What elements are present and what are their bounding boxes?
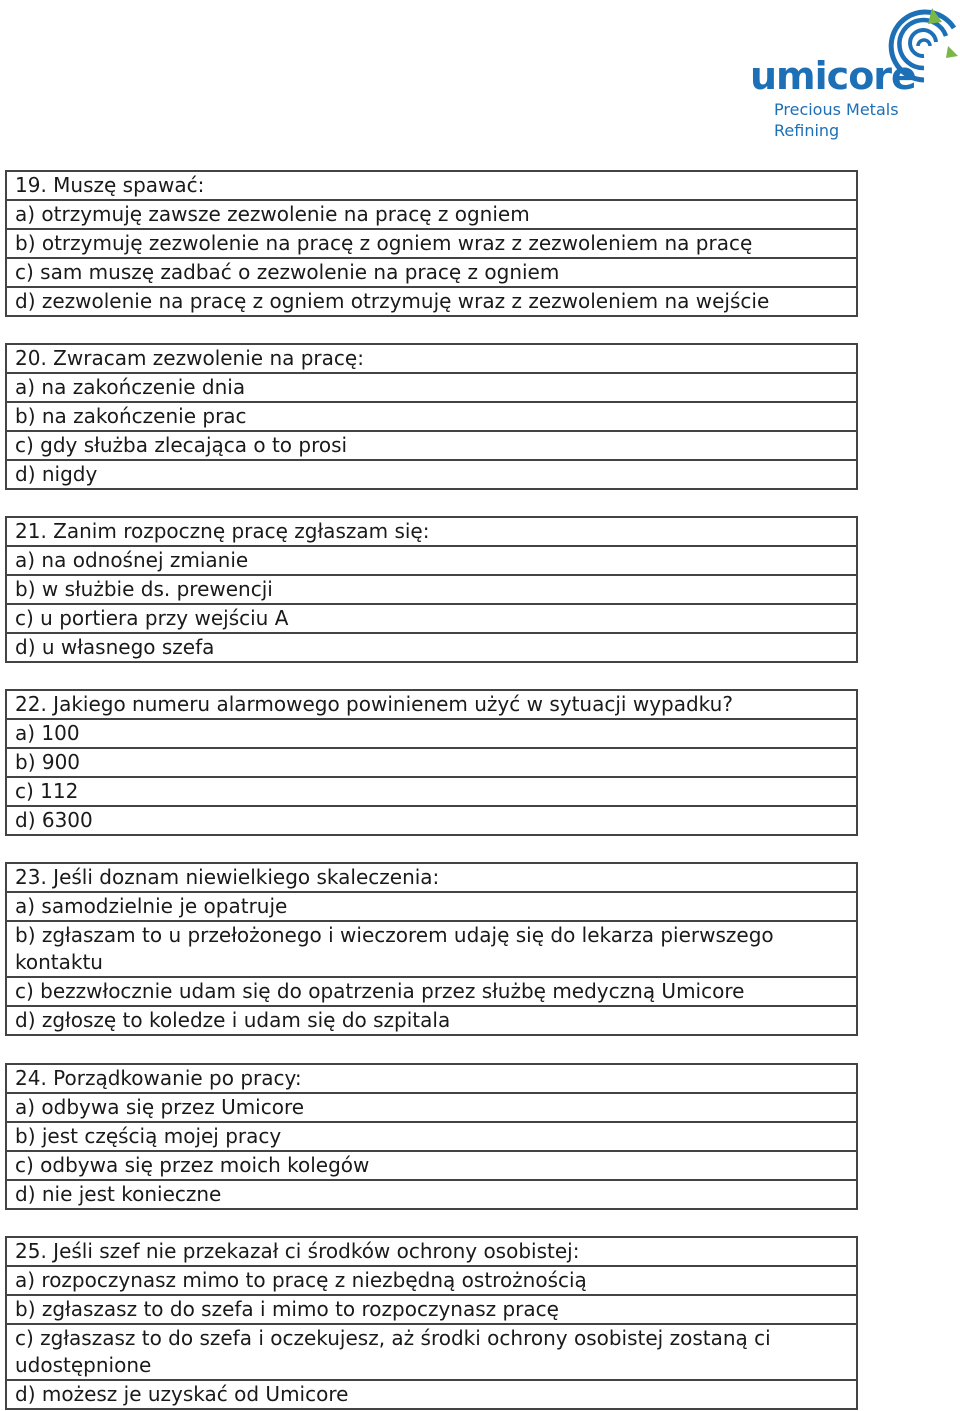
logo-brand-text: umicore [750,54,916,98]
answer-d: d) zezwolenie na pracę z ogniem otrzymuję wraz z zezwoleniem na wejście [6,287,857,316]
answer-c: c) gdy służba zlecająca o to prosi [6,431,857,460]
question-title: 21. Zanim rozpocznę pracę zgłaszam się: [6,517,857,546]
answer-c: c) u portiera przy wejściu A [6,604,857,633]
answer-d: d) 6300 [6,806,857,835]
answer-a: a) na odnośnej zmianie [6,546,857,575]
answer-a: a) samodzielnie je opatruje [6,892,857,921]
question-title: 19. Muszę spawać: [6,171,857,200]
answer-a: a) odbywa się przez Umicore [6,1093,857,1122]
answer-d: d) nie jest konieczne [6,1180,857,1209]
question-title: 23. Jeśli doznam niewielkiego skaleczenia: [6,863,857,892]
answer-a: a) rozpoczynasz mimo to pracę z niezbędną ostrożnością [6,1266,857,1295]
question-20-table [5,343,858,490]
answer-b: b) otrzymuję zezwolenie na pracę z ogniem wraz z zezwoleniem na pracę [6,229,857,258]
question-21-table [5,516,858,663]
answer-d: d) u własnego szefa [6,633,857,662]
answer-d: d) zgłoszę to koledze i udam się do szpitala [6,1006,857,1035]
answer-c: c) zgłaszasz to do szefa i oczekujesz, aż środki ochrony osobistej zostaną ci udostępnione [6,1324,857,1380]
answer-b: b) na zakończenie prac [6,402,857,431]
answer-b: b) zgłaszasz to do szefa i mimo to rozpoczynasz pracę [6,1295,857,1324]
question-title: 24. Porządkowanie po pracy: [6,1064,857,1093]
question-19-table [5,170,858,317]
question-title: 22. Jakiego numeru alarmowego powinienem użyć w sytuacji wypadku? [6,690,857,719]
answer-d: d) nigdy [6,460,857,489]
answer-c: c) sam muszę zadbać o zezwolenie na pracę z ogniem [6,258,857,287]
question-24-table [5,1063,858,1210]
answer-a: a) 100 [6,719,857,748]
answer-b: b) jest częścią mojej pracy [6,1122,857,1151]
answer-c: c) 112 [6,777,857,806]
logo-subtitle-line2: Refining [774,121,840,140]
umicore-logo [748,4,960,144]
question-22-table [5,689,858,836]
answer-d: d) możesz je uzyskać od Umicore [6,1380,857,1409]
answer-a: a) na zakończenie dnia [6,373,857,402]
answer-c: c) bezzwłocznie udam się do opatrzenia przez służbę medyczną Umicore [6,977,857,1006]
question-23-table [5,862,858,1036]
answer-c: c) odbywa się przez moich kolegów [6,1151,857,1180]
answer-a: a) otrzymuję zawsze zezwolenie na pracę z ogniem [6,200,857,229]
logo-subtitle-line1: Precious Metals [774,100,899,119]
answer-b: b) 900 [6,748,857,777]
answer-b: b) w służbie ds. prewencji [6,575,857,604]
question-25-table [5,1236,858,1410]
answer-b: b) zgłaszam to u przełożonego i wieczorem udaję się do lekarza pierwszego kontaktu [6,921,857,977]
question-title: 20. Zwracam zezwolenie na pracę: [6,344,857,373]
question-title: 25. Jeśli szef nie przekazał ci środków ochrony osobistej: [6,1237,857,1266]
